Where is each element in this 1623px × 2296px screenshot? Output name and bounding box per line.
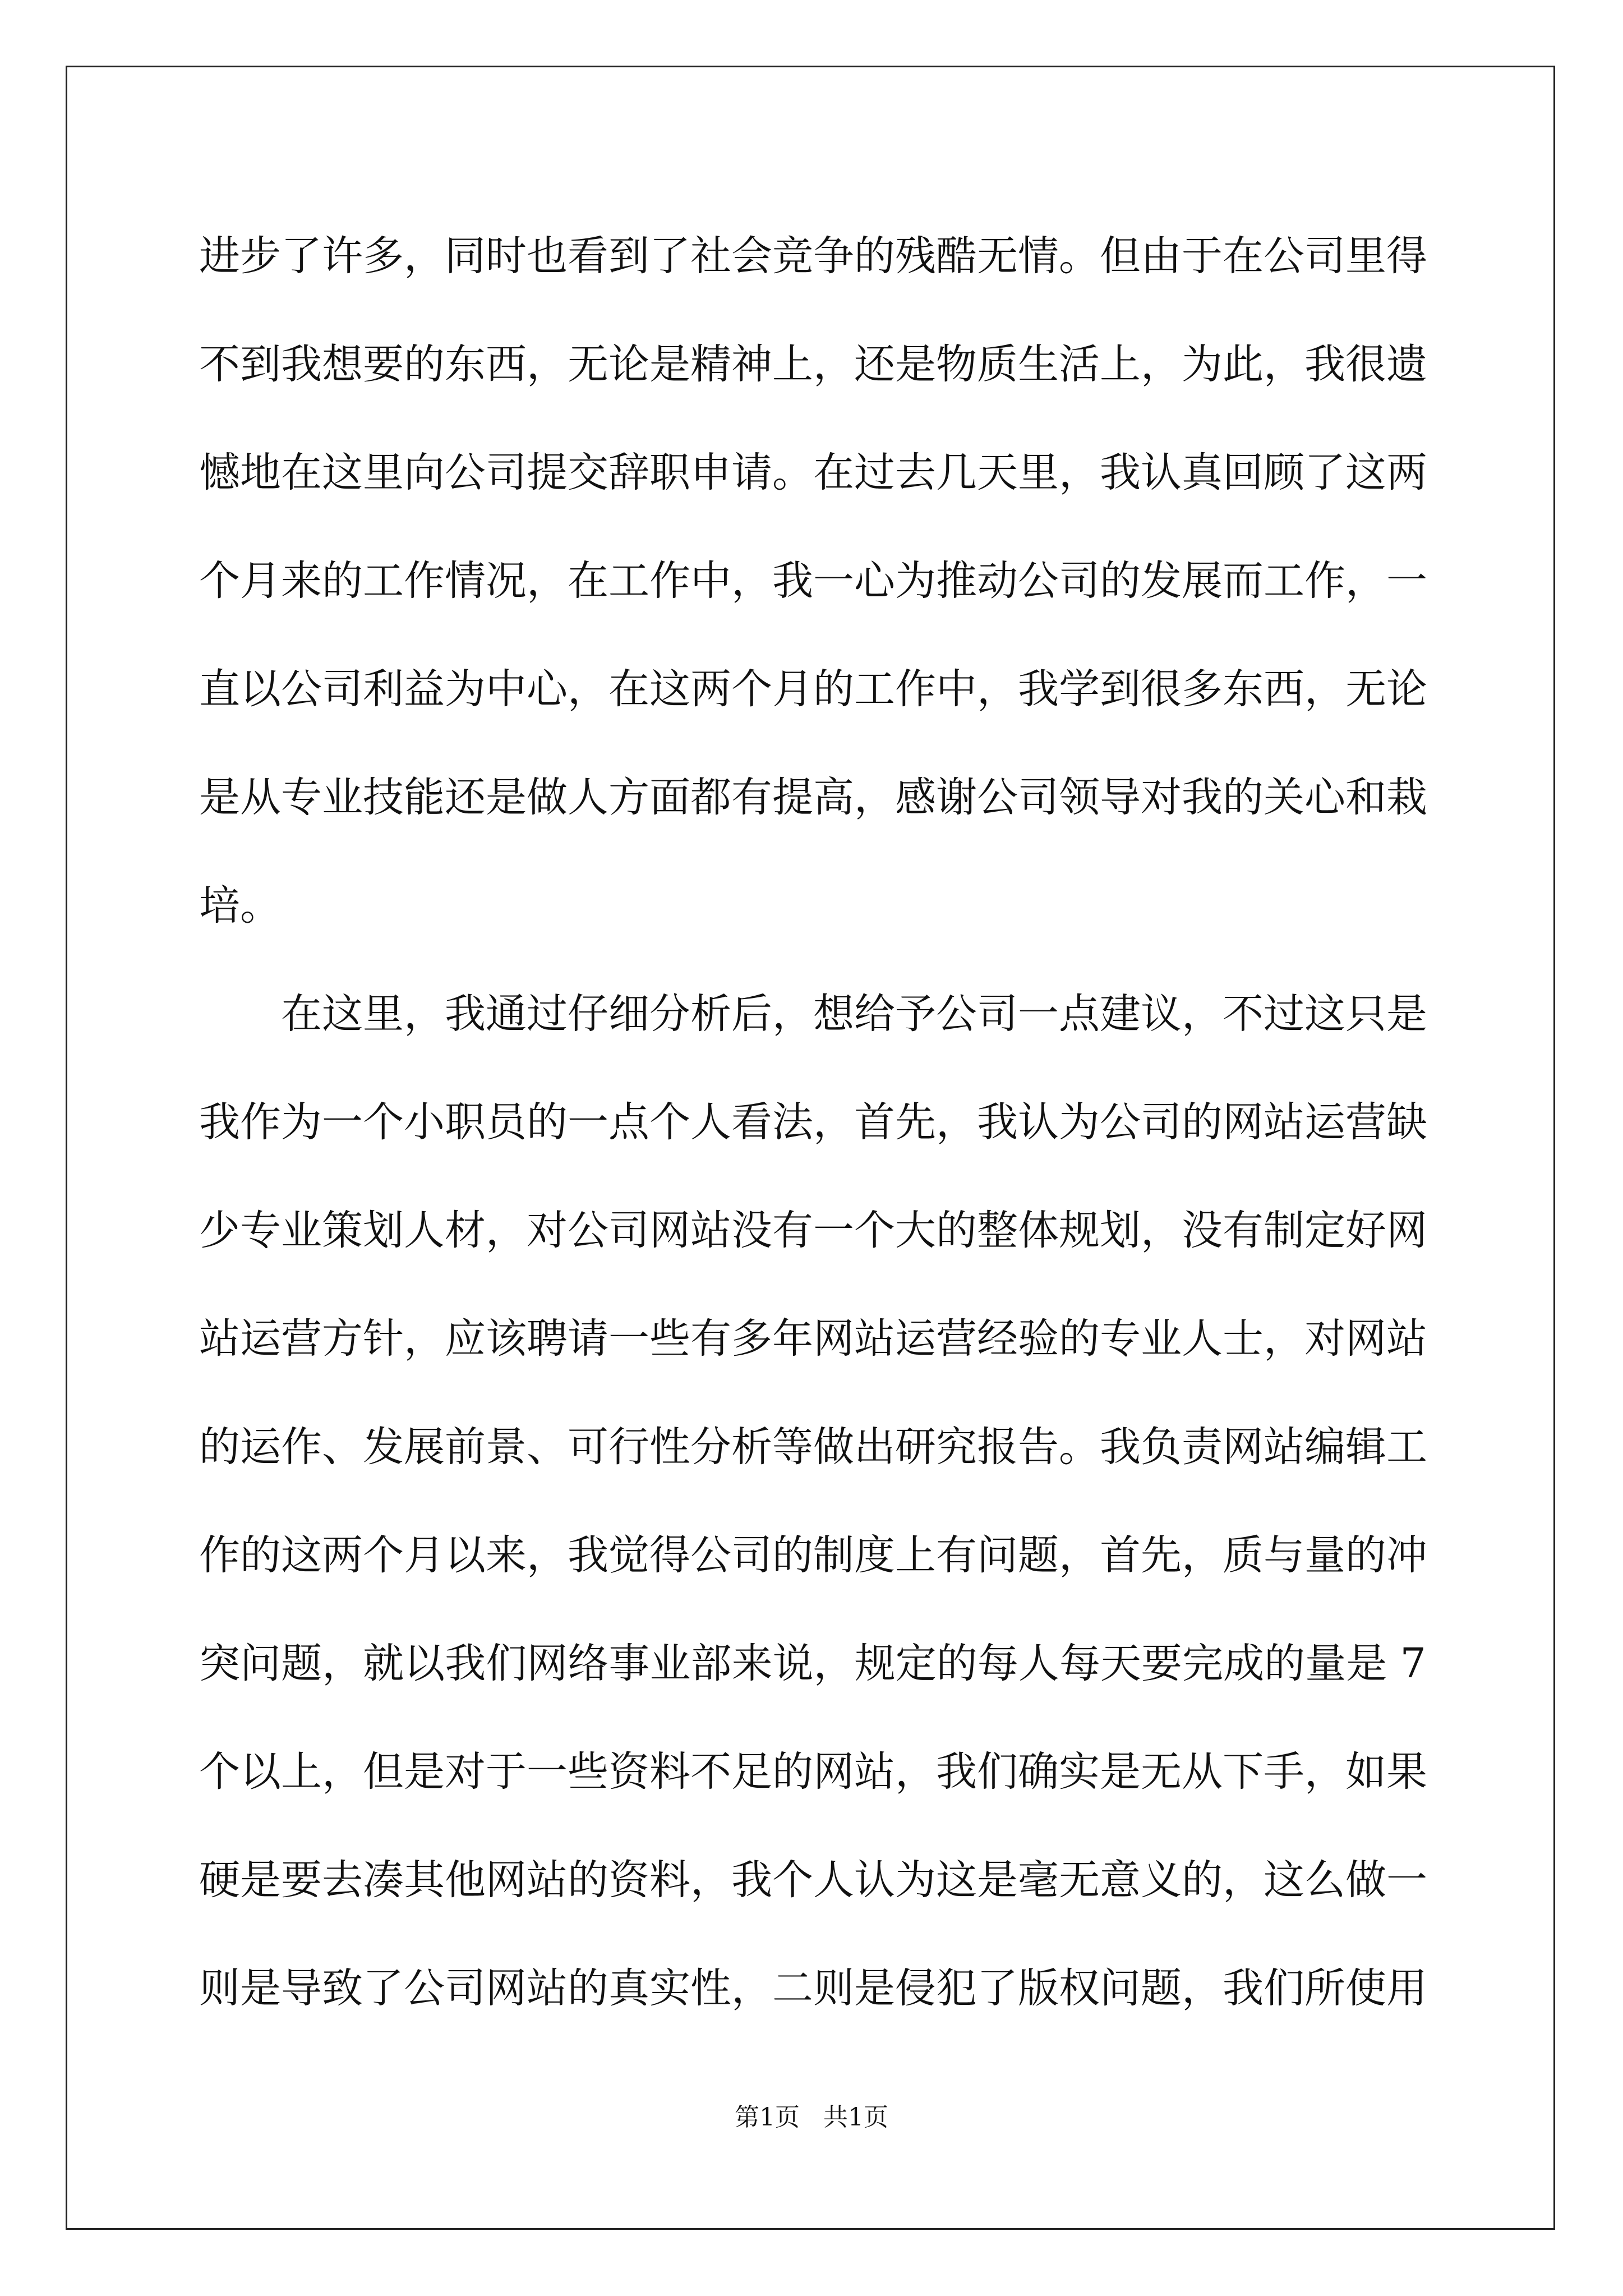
paragraph-1-line-1: 进步了许多，同时也看到了社会竞争的残酷无情。但由于在公司里得 xyxy=(199,232,1427,280)
paragraph-2-line-10: 则是导致了公司网站的真实性，二则是侵犯了版权问题，我们所使用 xyxy=(199,1964,1427,2012)
paragraph-1-line-6: 是从专业技能还是做人方面都有提高，感谢公司领导对我的关心和栽 xyxy=(199,774,1427,821)
page-number-footer: 第1页 共1页 xyxy=(735,2103,888,2132)
paragraph-2-line-3: 少专业策划人材，对公司网站没有一个大的整体规划，没有制定好网 xyxy=(199,1207,1427,1254)
paragraph-1-line-4: 个月来的工作情况，在工作中，我一心为推动公司的发展而工作，一 xyxy=(199,557,1427,605)
paragraph-2-line-5: 的运作、发展前景、可行性分析等做出研究报告。我负责网站编辑工 xyxy=(199,1423,1427,1471)
paragraph-2-line-2: 我作为一个小职员的一点个人看法，首先，我认为公司的网站运营缺 xyxy=(199,1098,1427,1146)
paragraph-2-line-4: 站运营方针，应该聘请一些有多年网站运营经验的专业人士，对网站 xyxy=(199,1315,1427,1363)
paragraph-1-line-2: 不到我想要的东西，无论是精神上，还是物质生活上，为此，我很遗 xyxy=(199,341,1427,388)
paragraph-2-line-1: 在这里，我通过仔细分析后，想给予公司一点建议，不过这只是 xyxy=(281,990,1427,1038)
paragraph-2-line-6: 作的这两个月以来，我觉得公司的制度上有问题，首先，质与量的冲 xyxy=(199,1531,1427,1579)
document-body xyxy=(199,202,1426,2042)
paragraph-1-line-5: 直以公司利益为中心，在这两个月的工作中，我学到很多东西，无论 xyxy=(199,665,1427,713)
paragraph-2-line-7: 突问题，就以我们网络事业部来说，规定的每人每天要完成的量是 7 xyxy=(199,1640,1426,1687)
paragraph-2-line-9: 硬是要去凑其他网站的资料，我个人认为这是毫无意义的，这么做一 xyxy=(199,1856,1427,1904)
paragraph-1-line-3: 憾地在这里向公司提交辞职申请。在过去几天里，我认真回顾了这两 xyxy=(199,449,1427,496)
paragraph-1-line-7: 培。 xyxy=(199,882,281,930)
paragraph-2-line-8: 个以上，但是对于一些资料不足的网站，我们确实是无从下手，如果 xyxy=(199,1748,1427,1796)
